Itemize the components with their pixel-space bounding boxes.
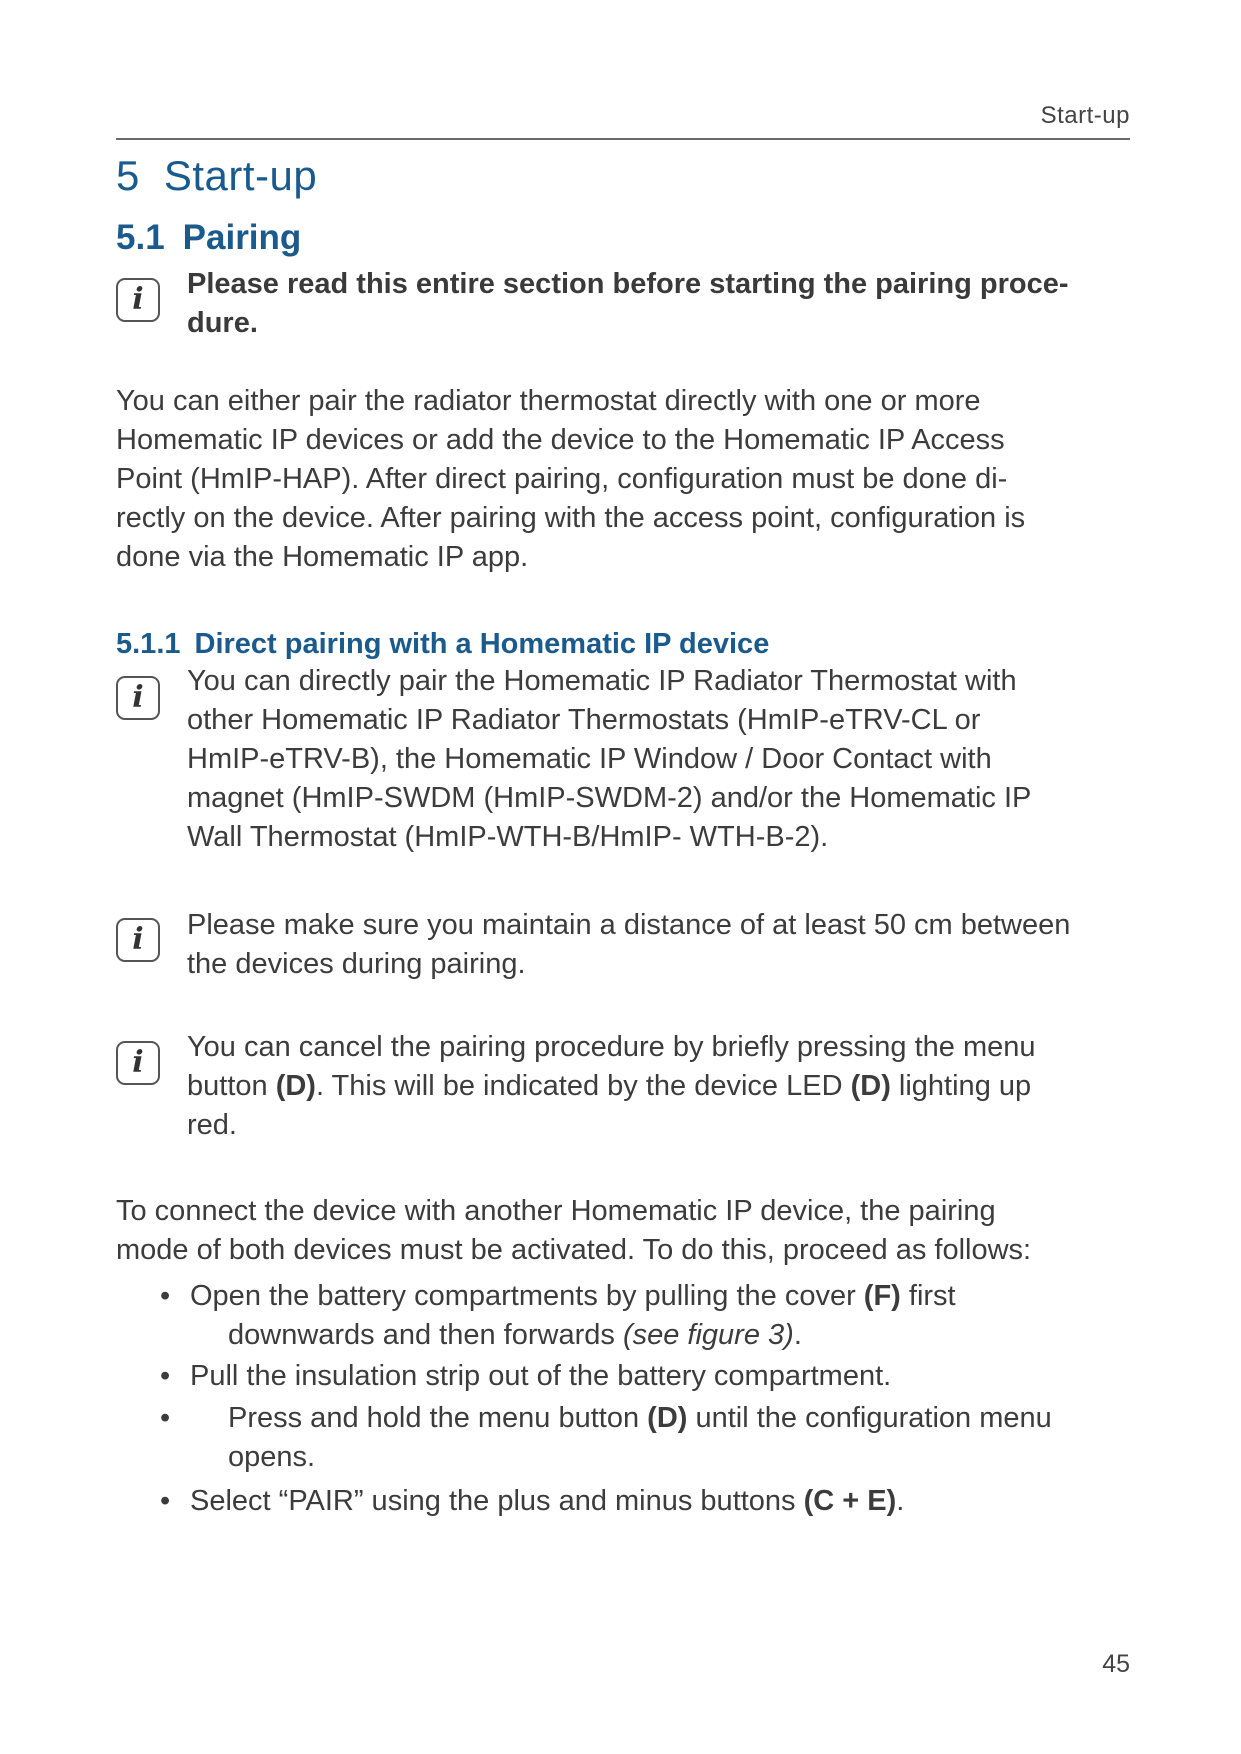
chapter-heading [116, 152, 317, 200]
step-text: Pull the insulation strip out of the battery compartment. [190, 1360, 892, 1392]
text-run: lighting up [890, 1070, 1032, 1102]
text-line: rectly on the device. After pairing with the access point, configuration is [116, 502, 1026, 534]
text-run: . [896, 1485, 905, 1517]
note-distance [187, 906, 1133, 984]
text-run: . This will be indicated by the device LED [315, 1070, 851, 1102]
text-run: downwards and then forwards [228, 1319, 623, 1351]
info-icon: i [116, 1041, 160, 1085]
connect-paragraph [116, 1192, 1132, 1270]
section-heading [116, 218, 301, 258]
text-run: Select “PAIR” using the plus and minus buttons [190, 1485, 804, 1517]
bullet-dot: • [160, 1360, 171, 1392]
buttons-ref: (C + E) [803, 1485, 897, 1517]
info-icon: i [116, 918, 160, 962]
text-run: first [900, 1280, 956, 1312]
intro-paragraph [116, 382, 1132, 577]
notice-read-section [187, 265, 1133, 343]
note-compatible-devices [187, 662, 1133, 857]
text-line: the devices during pairing. [187, 948, 526, 980]
text-line: magnet (HmIP-SWDM (HmIP-SWDM-2) and/or the Homematic IP [187, 782, 1032, 814]
running-header: Start-up [1040, 102, 1130, 129]
text-run: . [793, 1319, 802, 1351]
info-icon: i [116, 676, 160, 720]
text-line: Homematic IP devices or add the device to the Homematic IP Access [116, 424, 1005, 456]
text-run: Open the battery compartments by pulling the cover [190, 1280, 864, 1312]
text-line: To connect the device with another Homematic IP device, the pairing [116, 1195, 996, 1227]
bullet-dot: • [160, 1402, 171, 1434]
text-line [187, 1067, 1133, 1106]
text-line: done via the Homematic IP app. [116, 541, 529, 573]
text-run: Press and hold the menu button [228, 1402, 648, 1434]
subsection-number: 5.1.1 [116, 628, 181, 660]
text-line: HmIP-eTRV-B), the Homematic IP Window / Door Contact with [187, 743, 992, 775]
section-number: 5.1 [116, 218, 165, 257]
bullet-dot: • [160, 1280, 171, 1312]
button-ref: (D) [647, 1402, 688, 1434]
step-text [190, 1277, 1095, 1355]
text-line: You can cancel the pairing procedure by briefly pressing the menu [187, 1031, 1036, 1063]
text-line [190, 1316, 1095, 1355]
page-number: 45 [1102, 1650, 1130, 1678]
subsection-heading [116, 628, 769, 661]
cover-ref: (F) [863, 1280, 901, 1312]
text-run: until the configuration menu [687, 1402, 1052, 1434]
info-icon: i [116, 278, 160, 322]
text-line: You can either pair the radiator thermostat directly with one or more [116, 385, 981, 417]
text-line: opens. [228, 1441, 316, 1473]
subsection-title: Direct pairing with a Homematic IP device [194, 628, 770, 660]
led-ref: (D) [850, 1070, 891, 1102]
text-line: other Homematic IP Radiator Thermostats (HmIP-eTRV-CL or [187, 704, 981, 736]
step-text [190, 1482, 1095, 1521]
step-text [228, 1399, 1095, 1477]
chapter-number: 5 [116, 152, 140, 199]
note-cancel-pairing [187, 1028, 1133, 1145]
figure-ref: (see figure 3) [622, 1319, 794, 1351]
text-line: Point (HmIP-HAP). After direct pairing, configuration must be done di- [116, 463, 1008, 495]
chapter-title: Start-up [163, 152, 318, 199]
notice-line: dure. [187, 307, 258, 339]
section-title: Pairing [182, 218, 302, 257]
text-line: Please make sure you maintain a distance of at least 50 cm between [187, 909, 1071, 941]
text-line: mode of both devices must be activated. To do this, proceed as follows: [116, 1234, 1032, 1266]
header-rule [116, 138, 1130, 140]
text-line: Wall Thermostat (HmIP-WTH-B/HmIP- WTH-B-2). [187, 821, 829, 853]
text-run: button [187, 1070, 276, 1102]
button-ref: (D) [275, 1070, 316, 1102]
notice-line: Please read this entire section before starting the pairing proce- [187, 268, 1069, 300]
text-line: red. [187, 1109, 237, 1141]
bullet-dot: • [160, 1485, 171, 1517]
text-line: You can directly pair the Homematic IP Radiator Thermostat with [187, 665, 1017, 697]
